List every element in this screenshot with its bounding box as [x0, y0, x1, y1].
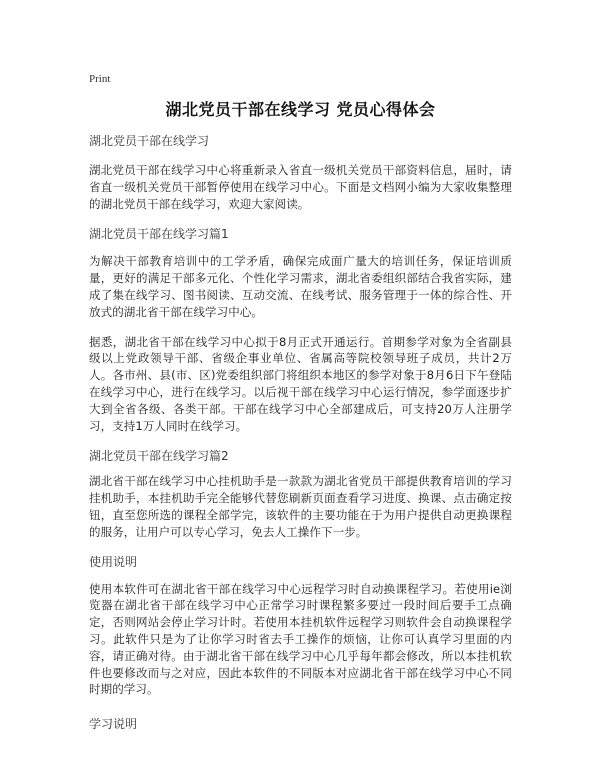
paragraph: 使用本软件可在湖北省干部在线学习中心远程学习时自动换课程学习。若使用ie浏览器在湖北省干部在线学习中心正常学习时课程繁多要过一段时间后要手工点确定，否则网站会停止学习计时。若使用本挂机软件远程学习则软件会自动换课程学习。此软件只是为了让你学习时省去手工操作的烦恼，让你可认真学习里面的内容，请正确对待。由于湖北省干部在线学习中心几乎每年都会修改，所以本挂机软件也要修改而与之对应，因此本软件的不同版本对应湖北省干部在线学习中心不同时期的学习。 — [89, 581, 512, 697]
paragraph: 湖北省干部在线学习中心挂机助手是一款款为湖北省党员干部提供教育培训的学习挂机助手，本挂机助手完全能够代替您刷新页面查看学习进度、换课、点击确定按钮，直至您所选的课程全部学完，该软件的主要功能在于为用户提供自动更换课程的服务，让用户可以专心学习，免去人工操作下一步。 — [89, 474, 512, 539]
section-heading: 学习说明 — [89, 717, 138, 732]
section-heading: 湖北党员干部在线学习篇1 — [89, 227, 229, 242]
print-label[interactable]: Print — [89, 73, 111, 85]
paragraph: 湖北党员干部在线学习中心将重新录入省直一级机关党员干部资料信息，届时，请省直一级机关党员干部暂停使用在线学习中心。下面是文档网小编为大家收集整理的湖北党员干部在线学习，欢迎大家阅读。 — [89, 163, 512, 211]
document-title: 湖北党员干部在线学习 党员心得体会 — [165, 100, 436, 119]
paragraph: 据悉，湖北省干部在线学习中心拟于8月正式开通运行。首期参学对象为全省副县级以上党政领导干部、省级企事业单位、省属高等院校领导班子成员，共计2万人。各市州、县(市、区)党委组织部门将组织本地区的参学对象于8月6日下午登陆在线学习中心，进行在线学习。以后视干部在线学习中心运行情况，参学面逐步扩大到全省各级、各类干部。干部在线学习中心全部建成后，可支持20万人注册学习，支持1万人同时在线学习。 — [89, 334, 512, 433]
section-heading: 湖北党员干部在线学习篇2 — [89, 449, 229, 464]
section-heading: 湖北党员干部在线学习 — [89, 134, 210, 148]
paragraph: 为解决干部教育培训中的工学矛盾，确保完成面广量大的培训任务，保证培训质量，更好的满足干部多元化、个性化学习需求，湖北省委组织部结合我省实际，建成了集在线学习、图书阅读、互动交流、在线考试、服务管理于一体的综合性、开放式的湖北省干部在线学习中心。 — [89, 254, 512, 319]
section-heading: 使用说明 — [89, 554, 138, 569]
